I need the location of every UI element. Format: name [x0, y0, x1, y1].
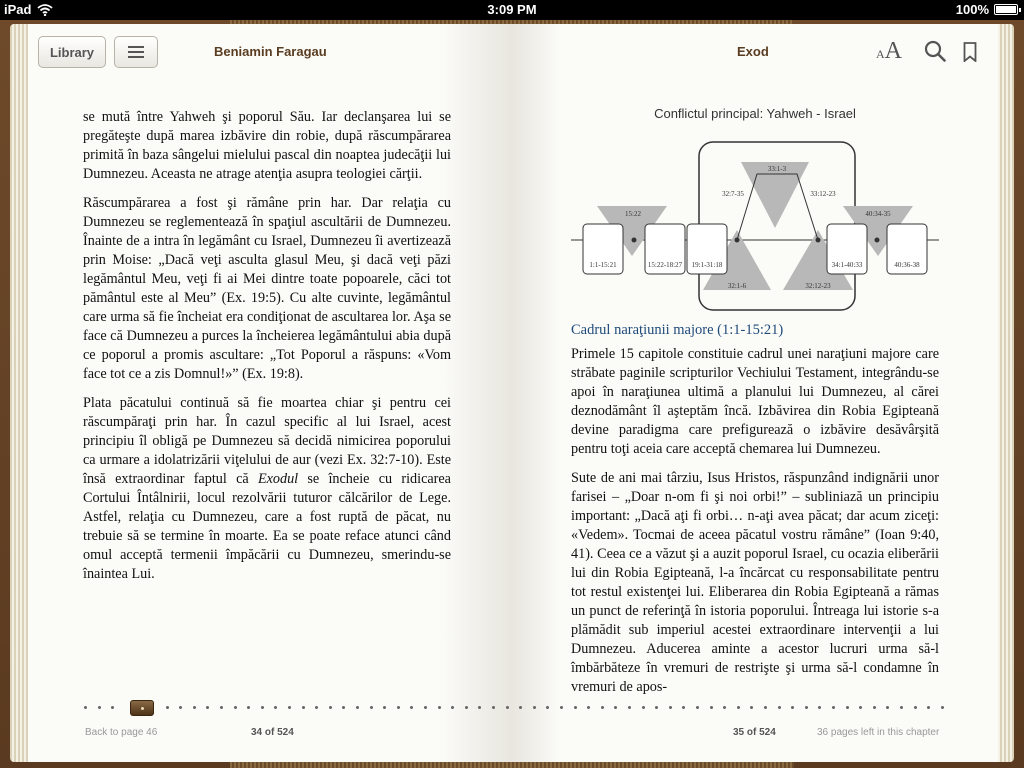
page-scrubber-thumb[interactable]: [130, 700, 154, 716]
scrubber-dot: [805, 706, 808, 709]
diagram-node: [816, 238, 821, 243]
scrubber-dot: [438, 706, 441, 709]
scrubber-dot: [315, 706, 318, 709]
diagram-label: 33:1-3: [767, 165, 787, 173]
diagram-label: 32:7-35: [722, 190, 744, 198]
scrubber-dot: [886, 706, 889, 709]
list-icon: [128, 46, 144, 58]
scrubber-dot: [533, 706, 536, 709]
status-bar-right: [956, 2, 1018, 17]
scrubber-dot: [601, 706, 604, 709]
scrubber-dot: [166, 706, 169, 709]
scrubber-dot: [546, 706, 549, 709]
scrubber-dot: [941, 706, 944, 709]
scrubber-dot: [424, 706, 427, 709]
scrubber-dot: [914, 706, 917, 709]
scrubber-dot: [873, 706, 876, 709]
scrubber-dot: [846, 706, 849, 709]
section-heading: Cadrul naraţiunii majore (1:1-15:21): [571, 322, 784, 338]
page-stack-left: [10, 24, 30, 762]
scrubber-dot: [193, 706, 196, 709]
scrubber-dot: [220, 706, 223, 709]
font-size-icon-big: A: [884, 38, 903, 64]
scrubber-dot: [642, 706, 645, 709]
battery-fill: [996, 6, 1016, 13]
scrubber-dot: [234, 706, 237, 709]
paragraph: se mută între Yahweh şi poporul Său. Iar declanşarea lui se pregăteşte după marea izbăvire din robie, după răscumpărarea primită în baza sângelui mielului pascal din noaptea judecăţii lui Dumnezeu. Aceasta ne atrage atenţia asupra teologiei cărţii.: [83, 109, 451, 182]
library-button-label: Library: [49, 44, 95, 60]
diagram-label: 15:22-18:27: [647, 261, 683, 269]
scrubber-dot: [778, 706, 781, 709]
scrubber-dot: [506, 706, 509, 709]
scrubber-dot: [859, 706, 862, 709]
diagram-label: 1:1-15:21: [589, 261, 617, 269]
scrubber-dot: [696, 706, 699, 709]
right-page-number: 35 of 524: [733, 727, 776, 738]
status-time: 3:09 PM: [487, 2, 537, 17]
font-size-button[interactable]: [876, 38, 902, 65]
diagram-node: [875, 238, 880, 243]
scrubber-dot: [519, 706, 522, 709]
scrubber-dot: [274, 706, 277, 709]
device-name: iPad: [4, 2, 32, 17]
scrubber-dot: [818, 706, 821, 709]
scrubber-dot: [737, 706, 740, 709]
scrubber-dot: [329, 706, 332, 709]
scrubber-dot: [342, 706, 345, 709]
right-page-text: [571, 345, 939, 707]
scrubber-dot: [302, 706, 305, 709]
scrubber-dot: [179, 706, 182, 709]
left-page-number: 34 of 524: [251, 727, 294, 738]
table-of-contents-button[interactable]: [114, 36, 158, 68]
scrubber-dot: [628, 706, 631, 709]
scrubber-dot: [710, 706, 713, 709]
scrubber-dot: [84, 706, 87, 709]
status-bar: [0, 0, 1024, 20]
book-author-title: Beniamin Faragau: [214, 44, 327, 59]
left-page-text: [83, 108, 451, 594]
scrubber-dot: [669, 706, 672, 709]
battery-percent: 100%: [955, 2, 989, 17]
scrubber-dot: [764, 706, 767, 709]
pages-left-in-chapter: 36 pages left in this chapter: [817, 727, 940, 738]
diagram-title: Conflictul principal: Yahweh - Israel: [654, 106, 856, 121]
chapter-title: Exod: [737, 44, 769, 59]
back-to-page-link[interactable]: Back to page 46: [85, 727, 158, 738]
diagram-label: 40:36-38: [894, 261, 920, 269]
battery-icon: [994, 4, 1018, 15]
scrubber-dot: [791, 706, 794, 709]
scrubber-dot: [832, 706, 835, 709]
diagram-label: 19:1-31:18: [691, 261, 723, 269]
scrubber-dot: [750, 706, 753, 709]
paragraph: Plata păcatului continuă să fie moartea chiar şi pentru cei răscumpăraţi prin har. În cazul specific al lui Israel, acest principiu îl obligă pe Dumnezeu să decidă nimicirea poporului ca urmare a idolatrizării viţelului de aur (vezi Ex. 32:7-10). Este însă extraordinar faptul că Exodul se încheie cu ridicarea Cortului Întâlnirii, locul rezolvării tuturor călcărilor de Lege. Astfel, relaţia cu Dumnezeu, care a fost ruptă de păcat, nu trebuie să se termine în moarte. Ea se poate reface atunci când omul acceptă termenii împăcării cu Dumnezeu, smerindu-se înaintea Lui.: [83, 395, 451, 582]
diagram-label: 32:12-23: [805, 282, 831, 290]
scrubber-dot: [451, 706, 454, 709]
conflict-diagram: [571, 138, 939, 314]
scrubber-dot: [900, 706, 903, 709]
scrubber-dot: [682, 706, 685, 709]
scrubber-dot: [560, 706, 563, 709]
scrubber-dot: [465, 706, 468, 709]
scrubber-dot: [927, 706, 930, 709]
scrubber-dot: [723, 706, 726, 709]
scrubber-dot: [410, 706, 413, 709]
search-icon[interactable]: [924, 40, 946, 62]
scrubber-dot: [247, 706, 250, 709]
diagram-label: 34:1-40:33: [831, 261, 863, 269]
page-scrubber[interactable]: [84, 700, 944, 716]
diagram-label: 40:34-35: [865, 210, 891, 218]
scrubber-dot: [655, 706, 658, 709]
scrubber-dot: [261, 706, 264, 709]
library-button[interactable]: [38, 36, 106, 68]
scrubber-dot: [397, 706, 400, 709]
scrubber-dot: [478, 706, 481, 709]
paragraph: Primele 15 capitole constituie cadrul unei naraţiuni majore care străbate paginile scripturilor Vechiului Testament, integrându-se apoi în naraţiunea ultimă a planului lui Dumnezeu, al cărei deznodământ îl aşteptăm încă. Izbăvirea din Robia Egipteană devine paradigma care prefigurează o izbăvire desăvârşită pentru toţi aceia care acceptă chemarea lui Dumnezeu.: [571, 346, 939, 457]
scrubber-dot: [574, 706, 577, 709]
diagram-node: [632, 238, 637, 243]
scrubber-dot: [383, 706, 386, 709]
scrubber-dot: [492, 706, 495, 709]
scrubber-dot: [370, 706, 373, 709]
diagram-label: 32:1-6: [727, 282, 747, 290]
diagram-label: 15:22: [625, 210, 641, 218]
paragraph: Sute de ani mai târziu, Isus Hristos, răspunzând indignării unor farisei – „Doar n-om fi şi noi orbi!” – subliniază un principiu important: „Dacă aţi fi orbi… n-aţi avea păcat; dar acum ziceţi: «Vedem». Tocmai de aceea păcatul vostru rămâne” (Ioan 9:40, 41). Ceea ce a văzut şi a auzit poporul Israel, cu ocazia eliberării lui din Robia Egipteană, l-a încărcat cu responsabilitate pentru tot restul existenţei lui. Eliberarea din Robia Egipteană a rămas un punct de referinţă în istoria poporului. Întreaga lui istorie s-a plămădit sub imperiul acestei extraordinare intervenţii a lui Dumnezeu. Aducerea aminte a acestor lucruri urma să-l îmbărbăteze în vremuri de restrişte şi urma să-l condamne în vremuri de apos-: [571, 470, 939, 695]
diagram-node: [735, 238, 740, 243]
scrubber-dot: [206, 706, 209, 709]
scrubber-dot: [288, 706, 291, 709]
paragraph: Răscumpărarea a fost şi rămâne prin har. Dar relaţia cu Dumnezeu se reglementează în spaţiul ascultării de Dumnezeu. Înainte de a intra în legământ cu Israel, Dumnezeu îi avertizează prin Moise: „Dacă veţi asculta glasul Meu, şi dacă veţi păzi legământul Meu, veţi fi ai Mei dintre toate popoarele, căci tot pământul este al Meu” (Ex. 19:5). Cu alte cuvinte, legământul care urma să fie încheiat era condiţionat de ascultarea lor. Aşa se face că Dumnezeu a purces la încheierea legământului abia după ce poporul a promis ascultare: „Tot Poporul a răspuns: «Vom face tot ce a zis Domnul!»” (Ex. 19:8).: [83, 195, 451, 382]
scrubber-dot: [614, 706, 617, 709]
diagram-label: 33:12-23: [810, 190, 836, 198]
scrubber-dot: [111, 706, 114, 709]
scrubber-dot: [356, 706, 359, 709]
font-size-icon-small: A: [876, 47, 885, 61]
scrubber-dot: [98, 706, 101, 709]
scrubber-dot: [587, 706, 590, 709]
bookmark-icon[interactable]: [963, 42, 977, 62]
